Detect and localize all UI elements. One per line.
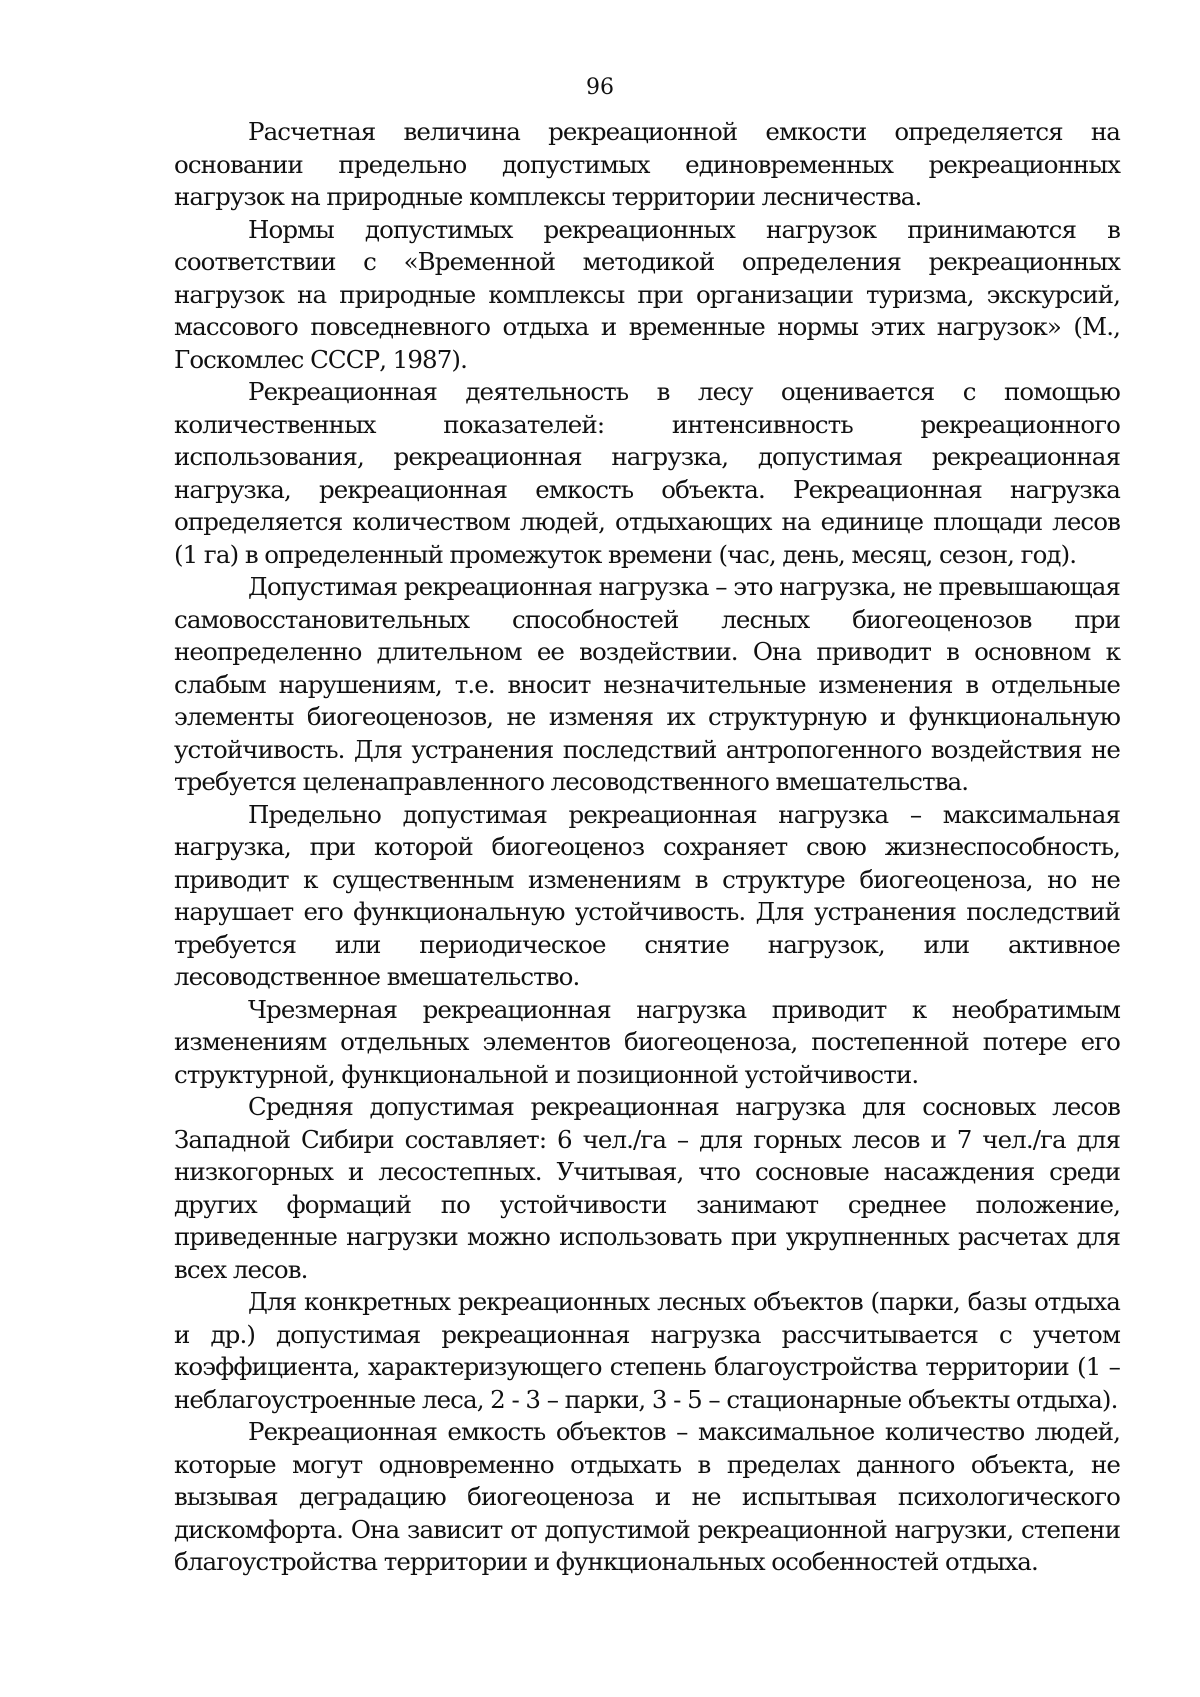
paragraph-permissible-load: Допустимая рекреационная нагрузка – это нагрузка, не превышающая самовосстановительных способностей лесных биогеоценозов при неопределенно длительном ее воздействии. Она приводит в основном к слабым нарушениям, т.е. вносит незначительные изменения в отдельные элементы биогеоценозов, не изменяя их структурную и функциональную устойчивость. Для устранения последствий антропогенного воздействия не требуется целенаправленного лесоводственного вмешательства.: [174, 572, 1120, 796]
paragraph-recreational-capacity-calculation: Расчетная величина рекреационной емкости определяется на основании предельно допустимых единовременных рекреационных нагрузок на природные комплексы территории лесничества.: [174, 117, 1120, 211]
paragraph-recreational-activity: Рекреационная деятельность в лесу оценивается с помощью количественных показателей: интенсивность рекреационного использования, рекреационная нагрузка, допустимая рекреационная нагрузка, рекреационная емкость объекта. Рекреационная нагрузка определяется количеством людей, отдыхающих на единице площади лесов (1 га) в определенный промежуток времени (час, день, месяц, сезон, год).: [174, 377, 1120, 569]
paragraph-excessive-load: Чрезмерная рекреационная нагрузка приводит к необратимым изменениям отдельных элементов биогеоценоза, постепенной потере его структурной, функциональной и позиционной устойчивости.: [174, 994, 1120, 1089]
paragraph-maximum-permissible-load: Предельно допустимая рекреационная нагрузка – максимальная нагрузка, при которой биогеоценоз сохраняет свою жизнеспособность, приводит к существенным изменениям в структуре биогеоценоза, но не нарушает его функциональную устойчивость. Для устранения последствий требуется или периодическое снятие нагрузок, или активное лесоводственное вмешательство.: [174, 799, 1120, 991]
paragraph-average-load-west-siberia: Средняя допустимая рекреационная нагрузка для сосновых лесов Западной Сибири составляет: 6 чел./га – для горных лесов и 7 чел./га для низкогорных и лесостепных. Учитывая, что сосновые насаждения среди других формаций по устойчивости занимают среднее положение, приведенные нагрузки можно использовать при укрупненных расчетах для всех лесов.: [174, 1092, 1120, 1284]
page-number: 96: [586, 75, 614, 100]
document-body: [174, 116, 1120, 1579]
paragraph-recreational-capacity-definition: Рекреационная емкость объектов – максимальное количество людей, которые могут одновременно отдыхать в пределах данного объекта, не вызывая деградацию биогеоценоза и не испытывая психологического дискомфорта. Она зависит от допустимой рекреационной нагрузки, степени благоустройства территории и функциональных особенностей отдыха.: [174, 1417, 1120, 1576]
paragraph-load-norms: Нормы допустимых рекреационных нагрузок принимаются в соответствии с «Временной методикой определения рекреационных нагрузок на природные комплексы при организации туризма, экскурсий, массового повседневного отдыха и временные нормы этих нагрузок» (М., Госкомлес СССР, 1987).: [174, 214, 1120, 374]
paragraph-specific-objects: Для конкретных рекреационных лесных объектов (парки, базы отдыха и др.) допустимая рекреационная нагрузка рассчитывается с учетом коэффициента, характеризующего степень благоустройства территории (1 – неблагоустроенные леса, 2 - 3 – парки, 3 - 5 – стационарные объекты отдыха).: [174, 1287, 1120, 1414]
